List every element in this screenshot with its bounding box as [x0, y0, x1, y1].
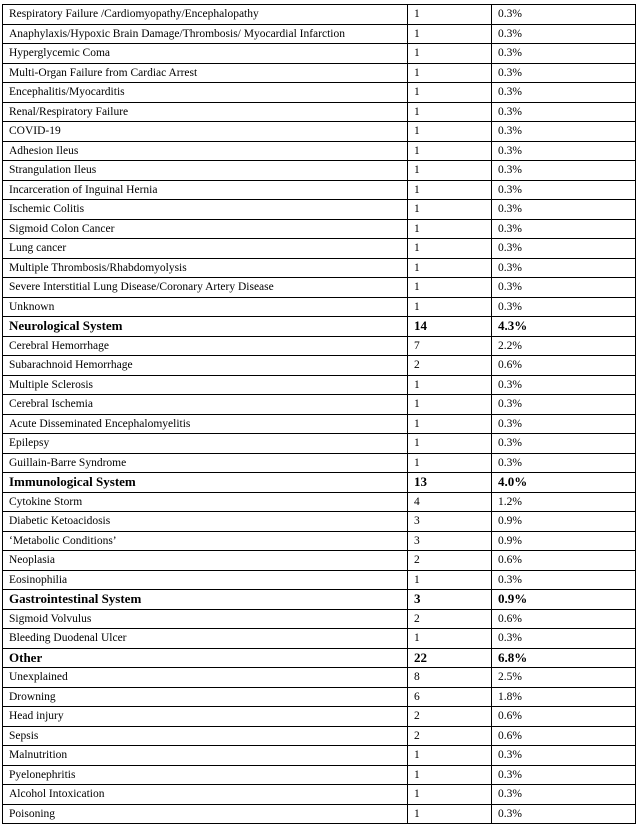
table-row — [3, 492, 636, 512]
cause-cell: COVID-19 — [3, 122, 408, 142]
percent-cell: 0.3% — [492, 44, 636, 64]
table-row — [3, 122, 636, 142]
count-cell: 1 — [408, 395, 492, 415]
cause-cell: Immunological System — [3, 473, 408, 493]
percent-cell: 2.5% — [492, 668, 636, 688]
table-body — [3, 5, 636, 824]
table-row — [3, 5, 636, 25]
count-cell: 1 — [408, 765, 492, 785]
table-row — [3, 63, 636, 83]
percent-cell: 0.9% — [492, 512, 636, 532]
count-cell: 14 — [408, 317, 492, 337]
cause-cell: Cytokine Storm — [3, 492, 408, 512]
cause-cell: Epilepsy — [3, 434, 408, 454]
count-cell: 4 — [408, 492, 492, 512]
cause-cell: Adhesion Ileus — [3, 141, 408, 161]
table-row — [3, 180, 636, 200]
table-row — [3, 44, 636, 64]
percent-cell: 0.3% — [492, 180, 636, 200]
count-cell: 1 — [408, 102, 492, 122]
cause-cell: Eosinophilia — [3, 570, 408, 590]
table-row — [3, 161, 636, 181]
table-row — [3, 746, 636, 766]
table-row — [3, 83, 636, 103]
cause-cell: Sigmoid Volvulus — [3, 609, 408, 629]
category-row — [3, 590, 636, 610]
percent-cell: 4.3% — [492, 317, 636, 337]
percent-cell: 0.6% — [492, 551, 636, 571]
count-cell: 2 — [408, 551, 492, 571]
category-row — [3, 648, 636, 668]
category-row — [3, 317, 636, 337]
table-row — [3, 512, 636, 532]
cause-cell: Subarachnoid Hemorrhage — [3, 356, 408, 376]
table-row — [3, 726, 636, 746]
cause-cell: Cerebral Hemorrhage — [3, 336, 408, 356]
percent-cell: 0.3% — [492, 141, 636, 161]
count-cell: 1 — [408, 629, 492, 649]
count-cell: 1 — [408, 83, 492, 103]
table-row — [3, 375, 636, 395]
percent-cell: 0.3% — [492, 200, 636, 220]
percent-cell: 0.9% — [492, 531, 636, 551]
table-row — [3, 668, 636, 688]
cause-cell: Severe Interstitial Lung Disease/Coronary Artery Disease — [3, 278, 408, 298]
table-row — [3, 531, 636, 551]
count-cell: 1 — [408, 44, 492, 64]
table-row — [3, 453, 636, 473]
count-cell: 1 — [408, 24, 492, 44]
cause-of-death-table — [2, 4, 636, 824]
count-cell: 1 — [408, 414, 492, 434]
table-row — [3, 785, 636, 805]
count-cell: 1 — [408, 5, 492, 25]
cause-cell: Multi-Organ Failure from Cardiac Arrest — [3, 63, 408, 83]
percent-cell: 1.8% — [492, 687, 636, 707]
percent-cell: 0.3% — [492, 434, 636, 454]
table-row — [3, 200, 636, 220]
table-row — [3, 434, 636, 454]
percent-cell: 0.3% — [492, 239, 636, 259]
cause-cell: Strangulation Ileus — [3, 161, 408, 181]
count-cell: 1 — [408, 200, 492, 220]
cause-cell: Respiratory Failure /Cardiomyopathy/Encephalopathy — [3, 5, 408, 25]
count-cell: 1 — [408, 239, 492, 259]
percent-cell: 2.2% — [492, 336, 636, 356]
percent-cell: 0.3% — [492, 5, 636, 25]
count-cell: 1 — [408, 278, 492, 298]
cause-cell: ‘Metabolic Conditions’ — [3, 531, 408, 551]
category-row — [3, 473, 636, 493]
table-row — [3, 551, 636, 571]
cause-cell: Multiple Thrombosis/Rhabdomyolysis — [3, 258, 408, 278]
count-cell: 2 — [408, 707, 492, 727]
table-row — [3, 804, 636, 824]
percent-cell: 0.3% — [492, 785, 636, 805]
count-cell: 1 — [408, 161, 492, 181]
count-cell: 2 — [408, 726, 492, 746]
table-row — [3, 707, 636, 727]
cause-cell: Incarceration of Inguinal Hernia — [3, 180, 408, 200]
table-row — [3, 609, 636, 629]
count-cell: 7 — [408, 336, 492, 356]
count-cell: 8 — [408, 668, 492, 688]
cause-cell: Neurological System — [3, 317, 408, 337]
count-cell: 3 — [408, 531, 492, 551]
cause-cell: Multiple Sclerosis — [3, 375, 408, 395]
cause-cell: Bleeding Duodenal Ulcer — [3, 629, 408, 649]
percent-cell: 0.3% — [492, 453, 636, 473]
count-cell: 1 — [408, 63, 492, 83]
percent-cell: 0.3% — [492, 24, 636, 44]
table-row — [3, 765, 636, 785]
percent-cell: 6.8% — [492, 648, 636, 668]
cause-cell: Poisoning — [3, 804, 408, 824]
cause-cell: Malnutrition — [3, 746, 408, 766]
percent-cell: 0.9% — [492, 590, 636, 610]
cause-cell: Diabetic Ketoacidosis — [3, 512, 408, 532]
cause-cell: Encephalitis/Myocarditis — [3, 83, 408, 103]
table-row — [3, 219, 636, 239]
count-cell: 1 — [408, 258, 492, 278]
table-row — [3, 570, 636, 590]
cause-cell: Hyperglycemic Coma — [3, 44, 408, 64]
count-cell: 1 — [408, 746, 492, 766]
count-cell: 22 — [408, 648, 492, 668]
count-cell: 1 — [408, 785, 492, 805]
percent-cell: 1.2% — [492, 492, 636, 512]
count-cell: 1 — [408, 180, 492, 200]
percent-cell: 0.6% — [492, 356, 636, 376]
table-row — [3, 141, 636, 161]
cause-cell: Alcohol Intoxication — [3, 785, 408, 805]
percent-cell: 0.3% — [492, 297, 636, 317]
percent-cell: 0.3% — [492, 375, 636, 395]
cause-cell: Pyelonephritis — [3, 765, 408, 785]
table-row — [3, 356, 636, 376]
percent-cell: 0.3% — [492, 219, 636, 239]
percent-cell: 0.3% — [492, 765, 636, 785]
cause-cell: Guillain-Barre Syndrome — [3, 453, 408, 473]
cause-cell: Gastrointestinal System — [3, 590, 408, 610]
percent-cell: 0.3% — [492, 122, 636, 142]
percent-cell: 0.6% — [492, 707, 636, 727]
percent-cell: 0.3% — [492, 102, 636, 122]
count-cell: 1 — [408, 570, 492, 590]
count-cell: 2 — [408, 609, 492, 629]
count-cell: 1 — [408, 804, 492, 824]
percent-cell: 0.3% — [492, 570, 636, 590]
cause-cell: Sigmoid Colon Cancer — [3, 219, 408, 239]
table-row — [3, 414, 636, 434]
percent-cell: 0.3% — [492, 746, 636, 766]
cause-cell: Cerebral Ischemia — [3, 395, 408, 415]
percent-cell: 0.3% — [492, 258, 636, 278]
cause-cell: Sepsis — [3, 726, 408, 746]
table-row — [3, 629, 636, 649]
count-cell: 2 — [408, 356, 492, 376]
percent-cell: 0.3% — [492, 804, 636, 824]
count-cell: 1 — [408, 141, 492, 161]
cause-cell: Lung cancer — [3, 239, 408, 259]
cause-cell: Unknown — [3, 297, 408, 317]
table-row — [3, 24, 636, 44]
count-cell: 1 — [408, 297, 492, 317]
percent-cell: 0.3% — [492, 395, 636, 415]
count-cell: 6 — [408, 687, 492, 707]
table-row — [3, 297, 636, 317]
cause-cell: Ischemic Colitis — [3, 200, 408, 220]
cause-cell: Head injury — [3, 707, 408, 727]
table-row — [3, 687, 636, 707]
percent-cell: 0.3% — [492, 83, 636, 103]
cause-cell: Anaphylaxis/Hypoxic Brain Damage/Thrombosis/ Myocardial Infarction — [3, 24, 408, 44]
cause-cell: Neoplasia — [3, 551, 408, 571]
table-row — [3, 278, 636, 298]
percent-cell: 0.3% — [492, 278, 636, 298]
table-row — [3, 239, 636, 259]
cause-cell: Drowning — [3, 687, 408, 707]
percent-cell: 0.3% — [492, 161, 636, 181]
count-cell: 1 — [408, 434, 492, 454]
count-cell: 13 — [408, 473, 492, 493]
table-row — [3, 102, 636, 122]
cause-cell: Other — [3, 648, 408, 668]
cause-cell: Renal/Respiratory Failure — [3, 102, 408, 122]
count-cell: 3 — [408, 590, 492, 610]
table-row — [3, 395, 636, 415]
percent-cell: 0.3% — [492, 63, 636, 83]
count-cell: 1 — [408, 219, 492, 239]
percent-cell: 4.0% — [492, 473, 636, 493]
cause-cell: Acute Disseminated Encephalomyelitis — [3, 414, 408, 434]
percent-cell: 0.6% — [492, 726, 636, 746]
percent-cell: 0.6% — [492, 609, 636, 629]
percent-cell: 0.3% — [492, 414, 636, 434]
table-row — [3, 258, 636, 278]
percent-cell: 0.3% — [492, 629, 636, 649]
table-row — [3, 336, 636, 356]
count-cell: 3 — [408, 512, 492, 532]
count-cell: 1 — [408, 122, 492, 142]
cause-cell: Unexplained — [3, 668, 408, 688]
count-cell: 1 — [408, 453, 492, 473]
count-cell: 1 — [408, 375, 492, 395]
